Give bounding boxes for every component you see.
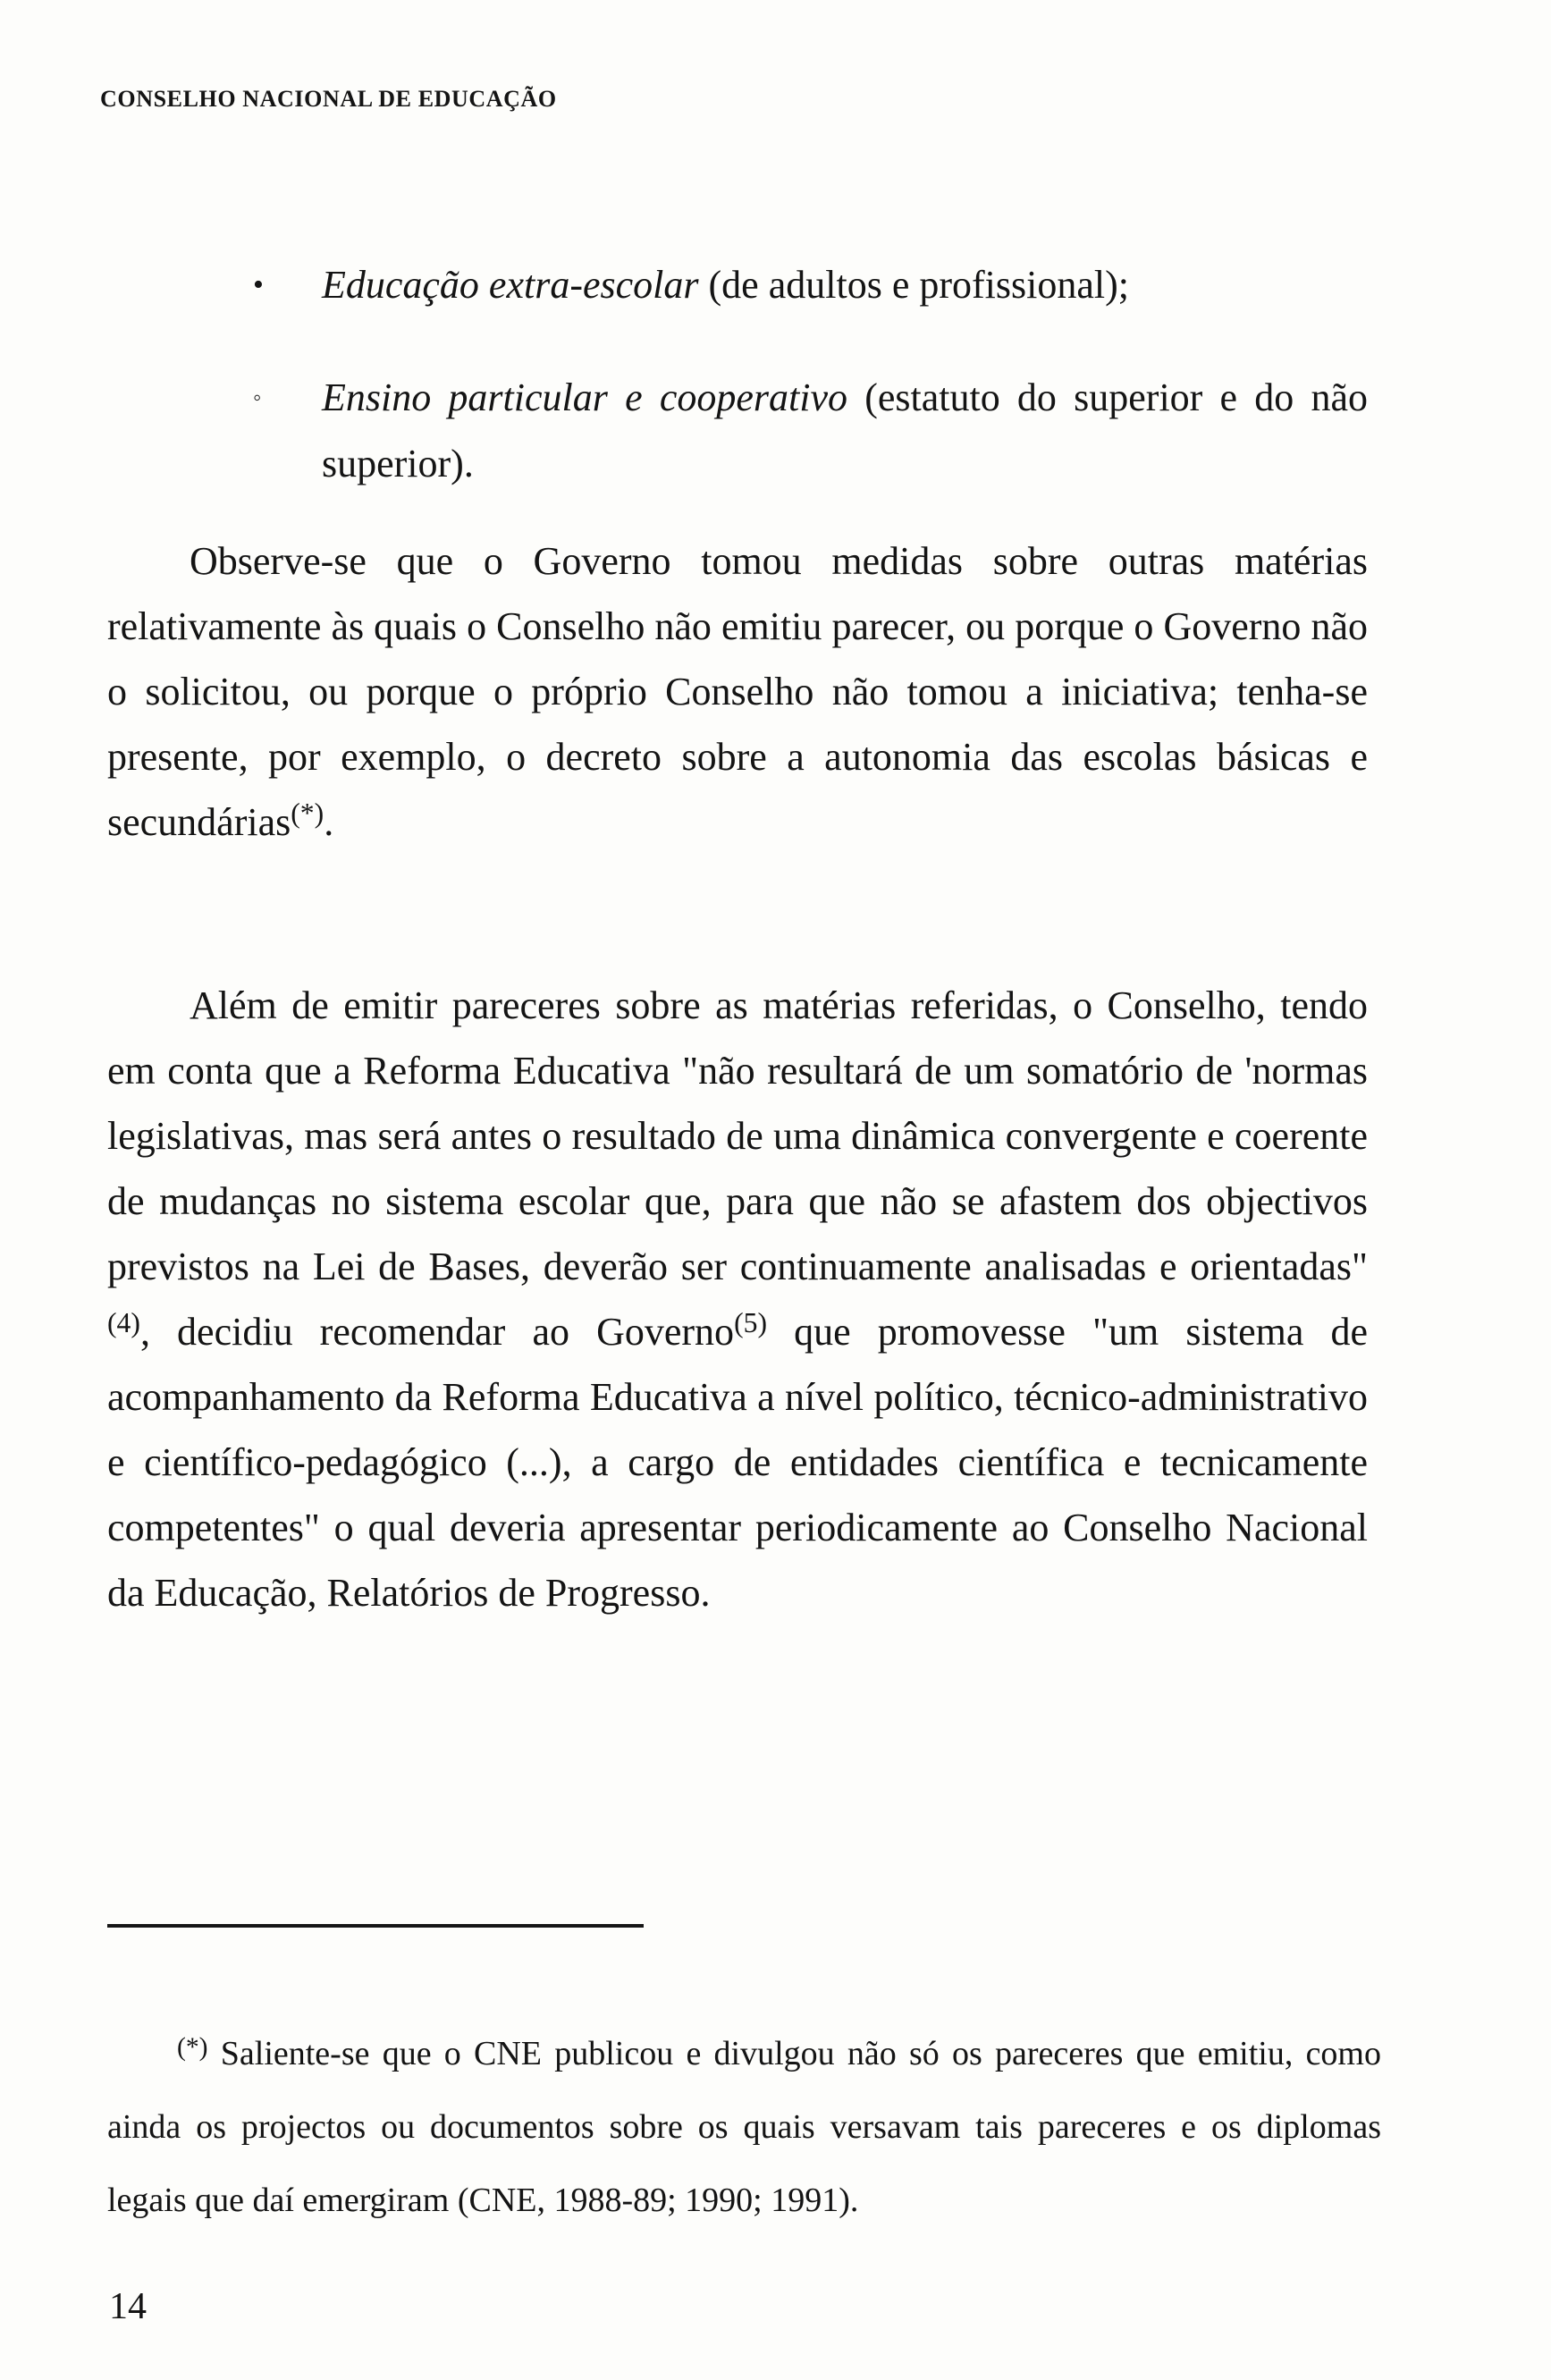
body-paragraph <box>107 973 1368 1625</box>
footnote-text: Saliente-se que o CNE publicou e divulgou não só os pareceres que emitiu, como ainda os projectos ou documentos sobre os quais versavam tais pareceres e os diplomas legais que daí emergiram (CNE, 1988-89; 1990; 1991). <box>107 2035 1381 2219</box>
footnote-reference: (5) <box>734 1306 767 1338</box>
list-item-detail: (de adultos e profissional); <box>698 263 1129 307</box>
page-number: 14 <box>109 2286 147 2327</box>
list-item-title: Educação extra-escolar <box>322 263 699 307</box>
list-item <box>253 365 1368 497</box>
footnote-reference: (4) <box>107 1306 140 1338</box>
paragraph-text: Além de emitir pareceres sobre as matérias referidas, o Conselho, tendo em conta que a Reforma Educativa "não resultará de um somatório de 'normas legislativas, mas será antes o resultado de uma dinâmica convergente e coerente de mudanças no sistema escolar que, para que não se afastem dos objectivos previstos na Lei de Bases, deverão ser continuamente analisadas e orientadas" <box>107 983 1368 1288</box>
footnote-divider <box>107 1924 644 1928</box>
footnote-marker: (*) <box>177 2032 208 2062</box>
list-item <box>253 252 1368 318</box>
paragraph-text: . <box>324 800 334 844</box>
bullet-icon: • <box>253 268 264 301</box>
list-item-detail: (estatuto do superior e do não superior). <box>322 376 1368 485</box>
bullet-icon: ◦ <box>253 384 262 410</box>
paragraph-text: , decidiu recomendar ao Governo <box>139 1310 735 1354</box>
paragraph-text: Observe-se que o Governo tomou medidas sobre outras matérias relativamente às quais o Conselho não emitiu parecer, ou porque o Governo não o solicitou, ou porque o próprio Conselho não tomou a iniciativa; tenha-se presente, por exemplo, o decreto sobre a autonomia das escolas básicas e secundárias <box>107 539 1368 844</box>
list-item-text <box>322 365 1368 497</box>
footnote-reference: (*) <box>291 797 325 829</box>
paragraph-text: que promovesse "um sistema de acompanhamento da Reforma Educativa a nível político, técnico-administrativo e científico-pedagógico (...), a cargo de entidades científica e tecnicamente competentes" o qual deveria apresentar periodicamente ao Conselho Nacional da Educação, Relatórios de Progresso. <box>107 1310 1369 1615</box>
body-paragraph <box>107 528 1368 855</box>
list-item-title: Ensino particular e cooperativo <box>322 376 847 419</box>
page-header: CONSELHO NACIONAL DE EDUCAÇÃO <box>100 86 557 112</box>
footnote <box>107 2017 1381 2237</box>
list-item-text <box>322 252 1368 318</box>
